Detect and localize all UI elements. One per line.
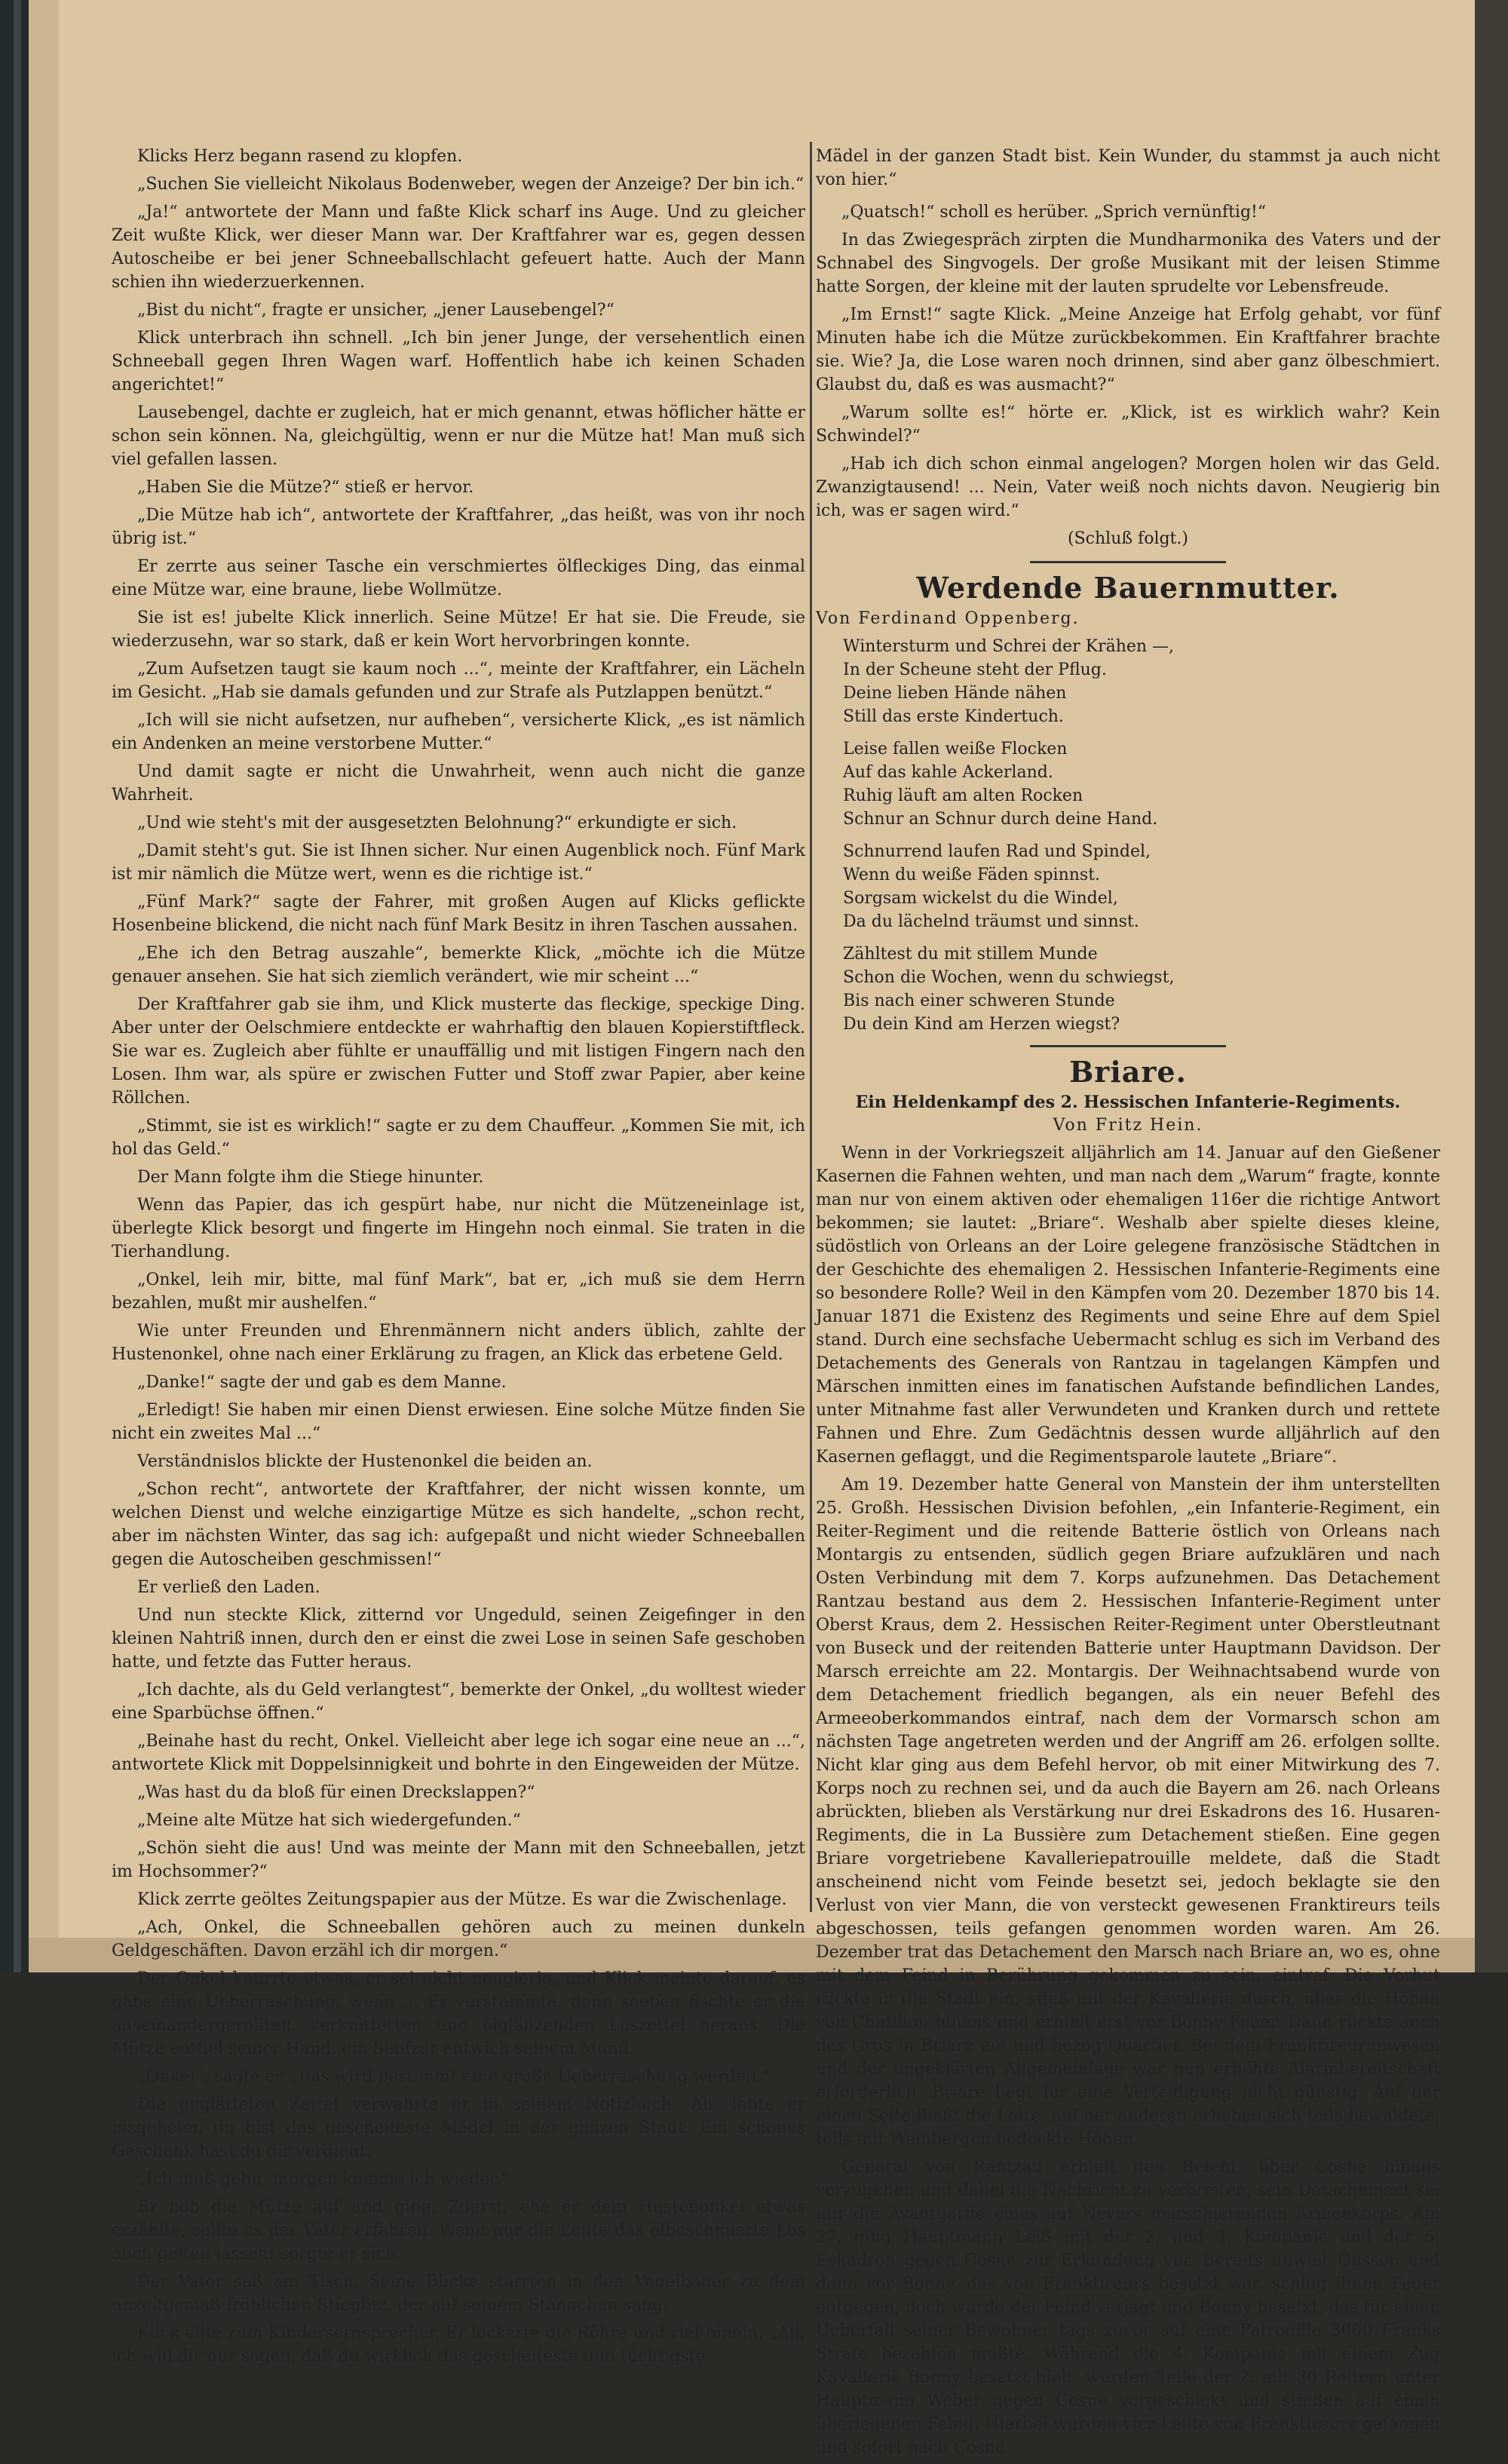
section-rule: [1030, 561, 1226, 563]
poem-line: Bis nach einer schweren Stunde: [843, 991, 1115, 1010]
paragraph: „Was hast du da bloß für einen Dreckslappen?“: [137, 1783, 535, 1802]
paragraph: Lausebengel, dachte er zugleich, hat er mich genannt, etwas höflicher hätte er schon sein können. Na, gleichgültig, wenn er nur die Mütze hat! Man muß sich viel gefallen lassen.: [112, 403, 805, 469]
poem: [843, 635, 1440, 1036]
paragraph: Klicks Herz begann rasend zu klopfen.: [137, 147, 463, 166]
paragraph: Und nun steckte Klick, zitternd vor Ungeduld, seinen Zeigefinger in den kleinen Nahtriß innen, durch den er einst die zwei Lose in seinen Safe geschoben hatte, und fetzte das Futter heraus.: [112, 1606, 805, 1672]
poem-line: Still das erste Kindertuch.: [843, 707, 1064, 726]
left-column: [112, 145, 805, 2373]
paragraph: „Stimmt, sie ist es wirklich!“ sagte er zu dem Chauffeur. „Kommen Sie mit, ich hol das Geld.“: [112, 1117, 805, 1159]
paragraph: „Onkel“, sagte er, „das wird bestimmt eine große Ueberraschung werden.“: [137, 2067, 771, 2086]
paragraph: Klick unterbrach ihn schnell. „Ich bin jener Junge, der versehentlich einen Schneeball gegen Ihren Wagen warf. Hoffentlich habe ich keinen Schaden angerichtet!“: [112, 329, 805, 394]
paragraph: „Bist du nicht“, fragte er unsicher, „jener Lausebengel?“: [137, 301, 615, 320]
paragraph: In das Zwiegespräch zirpten die Mundharmonika des Vaters und der Schnabel des Singvogels. Der große Musikant mit der leisen Stimme hatte Sorgen, der kleine mit der lauten sprudelte vor Lebensfreude.: [816, 231, 1440, 296]
binding-stripe: [14, 0, 21, 1972]
paragraph: Er hob die Mütze auf und ging. Zuerst, ehe er dem Hustenonkel etwas erzählte, sollte es der Vater erfahren. Wenn nur die Leute das ölbeschmierte Los auch gelten lassen! sorgte er sich.: [112, 2198, 805, 2263]
paragraph: Sie ist es! jubelte Klick innerlich. Seine Mütze! Er hat sie. Die Freude, sie wiederzusehn, war so stark, daß er kein Wort hervorbringen konnte.: [112, 608, 805, 651]
paragraph: Wie unter Freunden und Ehrenmännern nicht anders üblich, zahlte der Hustenonkel, ohne nach einer Erklärung zu fragen, an Klick das erbetene Geld.: [112, 1322, 805, 1364]
paragraph: Er zerrte aus seiner Tasche ein verschmiertes ölfleckiges Ding, das einmal eine Mütze war, eine braune, liebe Wollmütze.: [112, 557, 805, 599]
paragraph: Der Vater saß am Tisch. Seine Blicke starrten in den Vogelbauer zu dem unzeitgemäß fröhlichen Stieglitz, der auf seinem Stängchen sang.: [112, 2272, 805, 2315]
column-divider: [810, 142, 812, 1912]
paragraph: „Beinahe hast du recht, Onkel. Vielleicht aber lege ich sogar eine neue an ...“, antwortete Klick mit Doppelsinnigkeit und bohrte in den Eingeweiden der Mütze.: [112, 1732, 805, 1774]
paragraph: Der Onkel knurrte etwas, er sei nicht neugierig, und Klick meinte darauf, es gäbe eine Ueberraschung, wenn ... Er verstummte, denn soeben fischte er die auseinandergerollten, zerknitterten und ölglänzenden Loszettel heraus. Die Mütze entfiel seiner Hand, ein Seufzer entwich seinem Mund.: [112, 1969, 805, 2058]
poem-line: Schnur an Schnur durch deine Hand.: [843, 810, 1158, 829]
story-ending: [816, 201, 1440, 523]
paragraph: „Ja!“ antwortete der Mann und faßte Klick scharf ins Auge. Und zu gleicher Zeit wußte Klick, wer dieser Mann war. Der Kraftfahrer war es, gegen dessen Autoscheibe er bei jener Schneeballschlacht gefeuert hatte. Auch der Mann schien ihn wiederzuerkennen.: [112, 203, 805, 292]
paragraph: „Die Mütze hab ich“, antwortete der Kraftfahrer, „das heißt, was von ihr noch übrig ist.“: [112, 506, 805, 548]
poem-line: Auf das kahle Ackerland.: [843, 763, 1053, 782]
right-column: [816, 145, 1440, 2464]
story-continuation: Mädel in der ganzen Stadt bist. Kein Wunder, du stammst ja auch nicht von hier.“: [816, 147, 1440, 189]
poem-stanza: [843, 737, 1440, 831]
paragraph: „Ich dachte, als du Geld verlangtest“, bemerkte der Onkel, „du wolltest wieder eine Sparbüchse öffnen.“: [112, 1681, 805, 1723]
paragraph: Wenn das Papier, das ich gespürt habe, nur nicht die Mützeneinlage ist, überlegte Klick besorgt und fingerte im Hingehn noch einmal. Sie traten in die Tierhandlung.: [112, 1196, 805, 1261]
paragraph: „Schön sieht die aus! Und was meinte der Mann mit den Schneeballen, jetzt im Hochsommer?“: [112, 1839, 805, 1881]
page-gutter-shade: [29, 0, 59, 1972]
poem-line: Schon die Wochen, wenn du schwiegst,: [843, 968, 1175, 987]
article-subtitle: Ein Heldenkampf des 2. Hessischen Infanterie-Regiments.: [855, 1093, 1401, 1112]
paragraph: „Warum sollte es!“ hörte er. „Klick, ist es wirklich wahr? Kein Schwindel?“: [816, 403, 1440, 446]
paragraph: Klick zerrte geöltes Zeitungspapier aus der Mütze. Es war die Zwischenlage.: [137, 1890, 787, 1909]
poem-line: Sorgsam wickelst du die Windel,: [843, 889, 1118, 908]
poem-line: Da du lächelnd träumst und sinnst.: [843, 912, 1139, 931]
paragraph: Der Kraftfahrer gab sie ihm, und Klick musterte das fleckige, speckige Ding. Aber unter der Oelschmiere entdeckte er wahrhaftig den blauen Kopierstiftfleck. Sie war es. Zugleich aber fühlte er unauffällig und mit listigen Fingern nach den Losen. Ihm war, als spüre er zwischen Futter und Stoff zwar Papier, aber keine Röllchen.: [112, 995, 805, 1108]
paragraph: „Damit steht's gut. Sie ist Ihnen sicher. Nur einen Augenblick noch. Fünf Mark ist mir nämlich die Mütze wert, wenn es die richtige ist.“: [112, 841, 805, 884]
poem-author: Von Ferdinand Oppenberg.: [816, 609, 1080, 628]
paragraph: „Ehe ich den Betrag auszahle“, bemerkte Klick, „möchte ich die Mütze genauer ansehen. Sie hat sich ziemlich verändert, wie mir scheint ...“: [112, 944, 805, 986]
paragraph: „Im Ernst!“ sagte Klick. „Meine Anzeige hat Erfolg gehabt, vor fünf Minuten habe ich die Mütze zurückbekommen. Ein Kraftfahrer brachte sie. Wie? Ja, die Lose waren noch drinnen, sind aber ganz ölbeschmiert. Glaubst du, daß es was ausmacht?“: [816, 305, 1440, 394]
article-body: [816, 1142, 1440, 2459]
paragraph: „Schon recht“, antwortete der Kraftfahrer, der nicht wissen konnte, um welchen Dienst und welche einzigartige Mütze es sich handelte, „schon recht, aber im nächsten Winter, das sag ich: aufgepaßt und nicht wieder Schneeballen gegen die Autoscheiben geschmissen!“: [112, 1480, 805, 1569]
poem-line: Schnurrend laufen Rad und Spindel,: [843, 842, 1151, 861]
poem-line: Wenn du weiße Fäden spinnst.: [843, 866, 1101, 884]
paragraph: „Ich will sie nicht aufsetzen, nur aufheben“, versicherte Klick, „es ist nämlich ein Andenken an meine verstorbene Mutter.“: [112, 711, 805, 753]
article-author: Von Fritz Hein.: [1053, 1116, 1203, 1135]
to-be-continued-note: (Schluß folgt.): [1068, 529, 1188, 548]
poem-line: Du dein Kind am Herzen wiegst?: [843, 1015, 1120, 1034]
poem-line: Wintersturm und Schrei der Krähen —,: [843, 637, 1175, 656]
poem-line: Zähltest du mit stillem Munde: [843, 945, 1098, 964]
poem-line: Deine lieben Hände nähen: [843, 684, 1067, 703]
paragraph: Er verließ den Laden.: [137, 1578, 320, 1597]
paragraph: „Ach, Onkel, die Schneeballen gehören auch zu meinen dunkeln Geldgeschäften. Davon erzähl ich dir morgen.“: [112, 1918, 805, 1960]
paragraph: „Hab ich dich schon einmal angelogen? Morgen holen wir das Geld. Zwanzigtausend! ... Nein, Vater weiß noch nichts davon. Neugierig bin ich, was er sagen wird.“: [816, 455, 1440, 520]
paragraph: Verständnislos blickte der Hustenonkel die beiden an.: [137, 1452, 593, 1471]
paragraph: „Suchen Sie vielleicht Nikolaus Bodenweber, wegen der Anzeige? Der bin ich.“: [137, 175, 805, 194]
poem-line: Ruhig läuft am alten Rocken: [843, 786, 1083, 805]
poem-line: In der Scheune steht der Pflug.: [843, 660, 1107, 679]
page-edge-right: [1475, 0, 1508, 1972]
paragraph: „Und wie steht's mit der ausgesetzten Belohnung?“ erkundigte er sich.: [137, 814, 737, 832]
paragraph: Wenn in der Vorkriegszeit alljährlich am 14. Januar auf den Gießener Kasernen die Fahnen wehten, und man nach dem „Warum“ fragte, konnte man nur von einem aktiven oder ehemaligen 116er die richtige Antwort bekommen; sie lautet: „Briare“. Weshalb aber spielte dieses kleine, südöstlich von Orleans an der Loire gelegene französische Städtchen in der Geschichte des ehemaligen 2. Hessischen Infanterie-Regiments eine so besondere Rolle? Weil in den Kämpfen vom 20. Dezember 1870 bis 14. Januar 1871 die Existenz des Regiments und seine Ehre auf dem Spiel stand. Durch eine sechsfache Uebermacht schlug es sich im Verband des Detachements des Generals von Rantzau in tagelangen Kämpfen und Märschen inmitten eines im fanatischen Aufstande befindlichen Landes, unter Mitnahme fast aller Verwundeten und Kranken durch und rettete Fahnen und Ehre. Zum Gedächtnis dessen wurde alljährlich auf den Kasernen geflaggt, und die Regimentsparole lautete „Briare“.: [816, 1144, 1440, 1466]
paragraph: „Fünf Mark?“ sagte der Fahrer, mit großen Augen auf Klicks geflickte Hosenbeine blickend, die nicht nach fünf Mark Besitz in ihren Taschen aussahen.: [112, 893, 805, 935]
paragraph: „Zum Aufsetzen taugt sie kaum noch ...“, meinte der Kraftfahrer, ein Lächeln im Gesicht. „Hab sie damals gefunden und zur Strafe als Putzlappen benützt.“: [112, 660, 805, 702]
poem-stanza: [843, 840, 1440, 933]
paragraph: „Ich muß gehn, morgen komme ich wieder.“: [137, 2170, 510, 2189]
poem-line: Leise fallen weiße Flocken: [843, 740, 1068, 759]
paragraph: Und damit sagte er nicht die Unwahrheit, wenn auch nicht die ganze Wahrheit.: [112, 762, 805, 804]
paragraph: „Quatsch!“ scholl es herüber. „Sprich vernünftig!“: [841, 203, 1267, 222]
paragraph: „Meine alte Mütze hat sich wiedergefunden.“: [137, 1811, 521, 1830]
poem-stanza: [843, 635, 1440, 728]
paragraph: „Erledigt! Sie haben mir einen Dienst erwiesen. Eine solche Mütze finden Sie nicht ein zweites Mal ...“: [112, 1401, 805, 1443]
article-title: Briare.: [1069, 1055, 1187, 1089]
paragraph: „Haben Sie die Mütze?“ stieß er hervor.: [137, 478, 474, 497]
paragraph: Die geglätteten Zettel verwahrte er in seinem Notizbuch. Ali, lobte er insgeheim, du bist das gescheiteste Mädel in der ganzen Stadt. Ein schönes Geschenk hast du dir verdient.: [112, 2095, 805, 2161]
paragraph: Der Mann folgte ihm die Stiege hinunter.: [137, 1168, 484, 1187]
poem-title: Werdende Bauernmutter.: [916, 571, 1340, 605]
paragraph: „Onkel, leih mir, bitte, mal fünf Mark“, bat er, „ich muß sie dem Herrn bezahlen, mußt mir aushelfen.“: [112, 1270, 805, 1313]
poem-stanza: [843, 942, 1440, 1036]
paragraph: „Danke!“ sagte der und gab es dem Manne.: [137, 1373, 507, 1392]
paragraph: Klick eilte zum Kindersernsprecher. Er lockerte die Röhre und rief hinein. „Ali, ich will dir nur sagen, daß du wirklich das gescheiteste und tüchtigste: [112, 2324, 805, 2366]
book-binding: [0, 0, 29, 1972]
paragraph: General von Rantzau erhielt den Befehl, über Cosne hinaus vorzugehen und dabei die Nachricht zu verbreiten, sein Detachement sei nur die Avantgarde eines auf Nevers marschierenden Armeekorps. Am 27. ging Hauptmann Leiß mit der 2. und 4. Kompanie und der 5. Eskadron gegen Cosne zur Erkundung vor. Bereits unweit Ousson und dann vor Bonny, das von Franktireurs besetzt war, schlug ihnen Feuer entgegen, doch wurde der Feind verjagt und Bonny besetzt, das für einen Ueberfall seiner Bewohner tags zuvor auf eine Patrouille 3000 Franks Strafe bezahlen mußte. Während die 4. Kompanie mit einem Zug Kavallerie Bonny besetzt hielt, wurden Teile der 2. mit 30 Reitern unter Hauptmann Weber gegen Cosne vorgeschickt und stießen auf einen überlegenen Feind. Hierbei wurden vier Leute von Franktireurs gefangen und sofort nach Cosne: [816, 2158, 1440, 2457]
section-rule: [1030, 1045, 1226, 1047]
paragraph: Am 19. Dezember hatte General von Manstein der ihm unterstellten 25. Großh. Hessischen Division befohlen, „ein Infanterie-Regiment, ein Reiter-Regiment und die reitende Batterie östlich von Orleans nach Montargis zu entsenden, südlich gegen Briare aufzuklären und nach Osten Verbindung mit dem 7. Korps aufzunehmen. Das Detachement Rantzau bestand aus dem 2. Hessischen Infanterie-Regiment unter Oberst Kraus, dem 2. Hessischen Reiter-Regiment unter Oberstleutnant von Buseck und der reitenden Batterie unter Hauptmann Davidson. Der Marsch erreichte am 22. Montargis. Der Weihnachtsabend wurde von dem Detachement friedlich begangen, als ein neuer Befehl des Armeeoberkommandos eintraf, nach dem der Vormarsch schon am nächsten Tage angetreten werden und der Angriff am 26. erfolgen sollte. Nicht klar ging aus dem Befehl hervor, ob mit einer Mitwirkung des 7. Korps noch zu rechnen sei, und da auch die Bayern am 26. nach Orleans abrückten, blieben als Verstärkung nur drei Eskadrons des 16. Husaren-Regiments, die in La Bussière zum Detachement stießen. Eine gegen Briare vorgetriebene Kavalleriepatrouille meldete, daß die Stadt anscheinend nicht vom Feinde besetzt sei, jedoch beklagte sie den Verlust von vier Mann, die von versteckt gewesenen Franktireurs teils abgeschossen, teils gefangen genommen worden waren. Am 26. Dezember trat das Detachement den Marsch nach Briare an, wo es, ohne mit dem Feind in Berührung gekommen zu sein, eintraf. Die Vorhut rückte in die Stadt ein, stieß mit der Kavallerie durch, über die Höhen von Chatillon hinaus und erhielt erst vor Bonny Feuer. Dann rückte auch das Gros in Briare ein und bezog Quartier. Bei dem Franktireurunwesen und der ungeklärten Allgemeinlage war nun erhöhte Alarmbereitschaft erforderlich. Briare liegt für eine Verteidigung nicht günstig. Auf der einen Seite fließt die Loire, auf der anderen erheben sich teils bewaldete, teils mit Weinbergen bedeckte Höhen.: [816, 1476, 1440, 2149]
